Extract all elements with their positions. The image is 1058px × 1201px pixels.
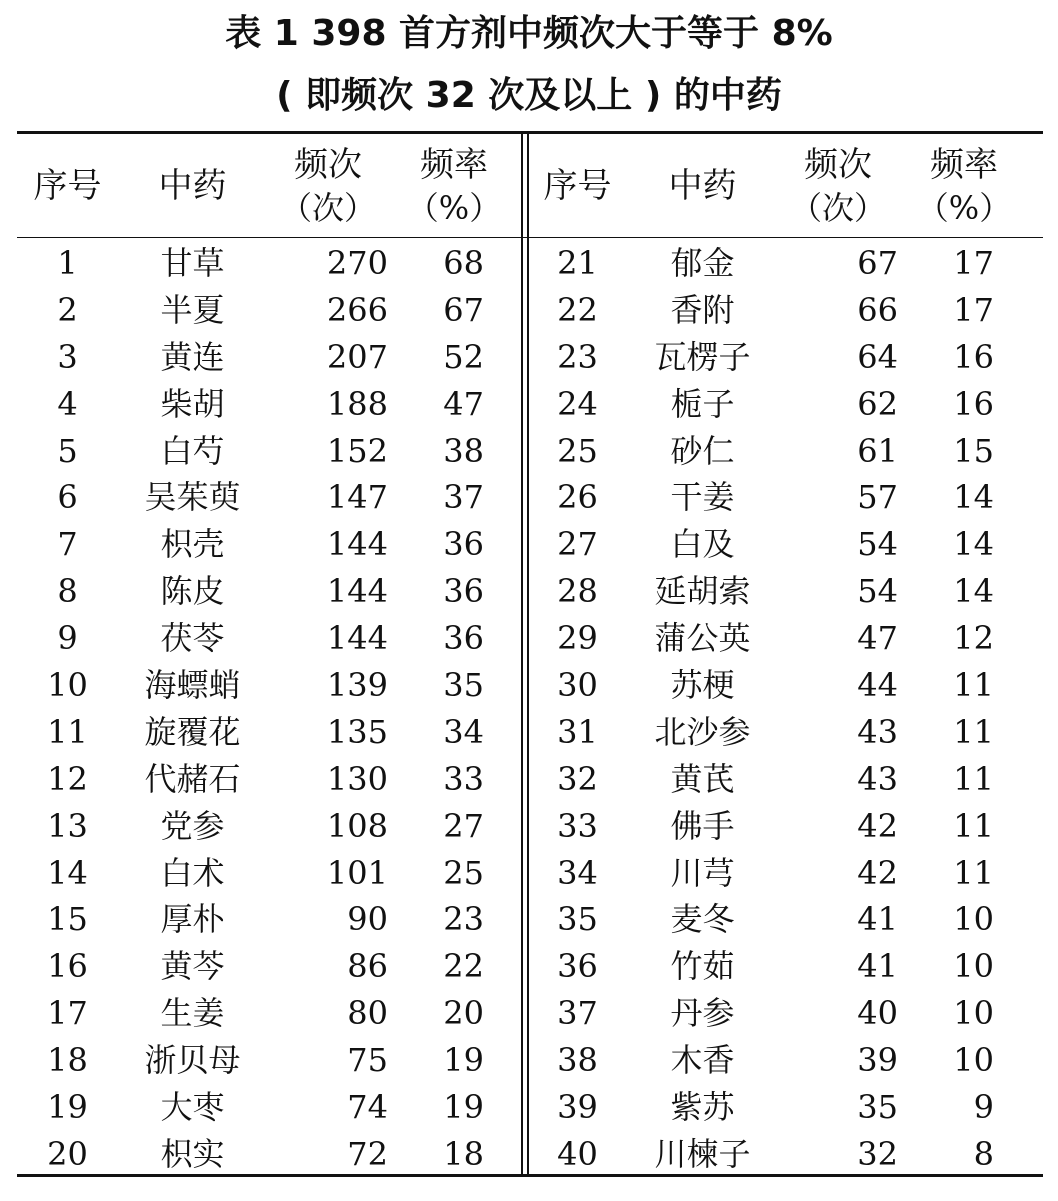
- table-row: [520, 709, 1020, 756]
- cell-herb-name: 旋覆花: [144, 712, 241, 751]
- cell-no: 40: [557, 1134, 598, 1173]
- cell-no: 21: [557, 244, 598, 282]
- table-row: [10, 1084, 510, 1131]
- cell-rate: 8: [973, 1134, 994, 1173]
- cell-rate: 23: [443, 900, 484, 939]
- cell-frequency: 66: [857, 290, 898, 329]
- cell-frequency: 207: [326, 337, 388, 376]
- cell-herb-name: 黄芩: [160, 947, 225, 986]
- cell-herb-name: 黄芪: [670, 759, 735, 798]
- cell-no: 7: [57, 525, 78, 564]
- table-row: [520, 240, 1020, 287]
- cell-rate: 36: [443, 619, 484, 658]
- cell-frequency: 54: [857, 525, 898, 564]
- table-row: [10, 287, 510, 334]
- table-row: [10, 615, 510, 662]
- cell-frequency: 130: [326, 759, 388, 798]
- cell-herb-name: 浙贝母: [144, 1041, 241, 1080]
- cell-no: 34: [557, 853, 598, 892]
- table-row: [520, 943, 1020, 990]
- cell-no: 12: [47, 759, 88, 798]
- table-row: [520, 850, 1020, 897]
- cell-no: 29: [557, 619, 598, 658]
- cell-rate: 67: [443, 290, 484, 329]
- table-row: [10, 756, 510, 803]
- cell-no: 13: [47, 806, 88, 845]
- cell-herb-name: 苏梗: [670, 666, 735, 705]
- cell-rate: 17: [953, 290, 994, 329]
- cell-frequency: 41: [857, 900, 898, 939]
- cell-rate: 38: [443, 431, 484, 470]
- cell-herb-name: 枳壳: [160, 525, 225, 564]
- cell-frequency: 101: [326, 853, 388, 892]
- table-row: [10, 943, 510, 990]
- cell-rate: 10: [953, 1041, 994, 1080]
- cell-frequency: 90: [347, 900, 388, 939]
- cell-frequency: 62: [857, 384, 898, 423]
- cell-frequency: 108: [326, 806, 388, 845]
- table-row: [520, 287, 1020, 334]
- cell-rate: 12: [953, 619, 994, 658]
- table-title-line-2: ( 即频次 32 次及以上 ) 的中药: [276, 75, 782, 116]
- cell-no: 5: [57, 431, 78, 470]
- cell-frequency: 80: [347, 994, 388, 1033]
- table-row: [520, 1131, 1020, 1178]
- table-title-line-1: 表 1 398 首方剂中频次大于等于 8%: [225, 13, 833, 54]
- cell-herb-name: 代赭石: [144, 759, 241, 798]
- cell-frequency: 67: [857, 244, 898, 282]
- table-row: [10, 803, 510, 850]
- cell-rate: 16: [953, 337, 994, 376]
- cell-herb-name: 海螵蛸: [144, 666, 241, 705]
- cell-rate: 36: [443, 572, 484, 611]
- table-row: [520, 803, 1020, 850]
- table-header-row: [520, 134, 1020, 237]
- cell-rate: 27: [443, 806, 484, 845]
- cell-no: 16: [47, 947, 88, 986]
- cell-frequency: 43: [857, 712, 898, 751]
- cell-no: 9: [57, 619, 78, 658]
- table-row: [10, 568, 510, 615]
- cell-no: 17: [47, 994, 88, 1033]
- cell-herb-name: 半夏: [160, 290, 225, 329]
- table-body-left: [10, 240, 510, 1178]
- cell-frequency: 266: [326, 290, 388, 329]
- cell-rate: 33: [443, 759, 484, 798]
- cell-rate: 10: [953, 994, 994, 1033]
- cell-herb-name: 木香: [670, 1041, 735, 1080]
- cell-frequency: 32: [857, 1134, 898, 1173]
- cell-no: 11: [47, 712, 88, 751]
- cell-herb-name: 干姜: [670, 478, 735, 517]
- table-row: [10, 334, 510, 381]
- cell-no: 25: [557, 431, 598, 470]
- cell-frequency: 135: [326, 712, 388, 751]
- cell-frequency: 42: [857, 806, 898, 845]
- cell-no: 1: [57, 244, 78, 282]
- cell-herb-name: 党参: [160, 806, 225, 845]
- cell-herb-name: 栀子: [670, 384, 735, 423]
- table-row: [10, 1131, 510, 1178]
- header-name: 中药: [668, 165, 737, 206]
- table-row: [520, 990, 1020, 1037]
- table-row: [520, 662, 1020, 709]
- cell-herb-name: 蒲公英: [654, 619, 751, 658]
- table-row: [10, 990, 510, 1037]
- table-row: [520, 1084, 1020, 1131]
- table-row: [10, 850, 510, 897]
- header-freq: 频次 （次）: [789, 144, 886, 227]
- table-row: [10, 709, 510, 756]
- table-row: [520, 756, 1020, 803]
- cell-rate: 20: [443, 994, 484, 1033]
- cell-no: 24: [557, 384, 598, 423]
- cell-herb-name: 郁金: [670, 244, 735, 282]
- table-row: [10, 896, 510, 943]
- cell-herb-name: 厚朴: [160, 900, 225, 939]
- cell-herb-name: 生姜: [160, 994, 225, 1033]
- cell-no: 10: [47, 666, 88, 705]
- cell-herb-name: 瓦楞子: [654, 337, 751, 376]
- cell-rate: 35: [443, 666, 484, 705]
- cell-rate: 37: [443, 478, 484, 517]
- table-row: [520, 896, 1020, 943]
- table-row: [10, 381, 510, 428]
- cell-herb-name: 陈皮: [160, 572, 225, 611]
- cell-herb-name: 白及: [670, 525, 735, 564]
- cell-frequency: 86: [347, 947, 388, 986]
- cell-rate: 14: [953, 478, 994, 517]
- cell-herb-name: 竹茹: [670, 947, 735, 986]
- cell-no: 26: [557, 478, 598, 517]
- cell-no: 23: [557, 337, 598, 376]
- cell-frequency: 144: [326, 525, 388, 564]
- cell-frequency: 64: [857, 337, 898, 376]
- table-right-half: [520, 134, 1020, 1173]
- cell-herb-name: 吴茱萸: [144, 478, 241, 517]
- cell-no: 30: [557, 666, 598, 705]
- table-row: [520, 1037, 1020, 1084]
- cell-rate: 10: [953, 947, 994, 986]
- table-row: [520, 381, 1020, 428]
- cell-no: 14: [47, 853, 88, 892]
- table-row: [10, 474, 510, 521]
- cell-herb-name: 柴胡: [160, 384, 225, 423]
- cell-rate: 18: [443, 1134, 484, 1173]
- cell-frequency: 57: [857, 478, 898, 517]
- cell-rate: 14: [953, 525, 994, 564]
- cell-frequency: 270: [326, 244, 388, 282]
- cell-rate: 9: [973, 1088, 994, 1127]
- cell-rate: 11: [953, 853, 994, 892]
- header-rate: 频率 （%）: [916, 144, 1012, 227]
- header-no: 序号: [33, 165, 102, 206]
- cell-no: 6: [57, 478, 78, 517]
- cell-frequency: 74: [347, 1088, 388, 1127]
- cell-no: 15: [47, 900, 88, 939]
- cell-frequency: 39: [857, 1041, 898, 1080]
- cell-no: 33: [557, 806, 598, 845]
- cell-frequency: 144: [326, 619, 388, 658]
- table-row: [10, 240, 510, 287]
- table-header-row: [10, 134, 510, 237]
- cell-no: 2: [57, 290, 78, 329]
- cell-rate: 47: [443, 384, 484, 423]
- cell-rate: 19: [443, 1088, 484, 1127]
- cell-herb-name: 白术: [160, 853, 225, 892]
- cell-herb-name: 枳实: [160, 1134, 225, 1173]
- table-header-rule: [17, 237, 1043, 238]
- table-row: [520, 334, 1020, 381]
- table-body-right: [520, 240, 1020, 1178]
- cell-rate: 68: [443, 244, 484, 282]
- cell-no: 20: [47, 1134, 88, 1173]
- table-row: [10, 1037, 510, 1084]
- header-name: 中药: [158, 165, 227, 206]
- cell-no: 19: [47, 1088, 88, 1127]
- header-no: 序号: [543, 165, 612, 206]
- cell-frequency: 54: [857, 572, 898, 611]
- cell-rate: 11: [953, 759, 994, 798]
- cell-herb-name: 白芍: [160, 431, 225, 470]
- cell-rate: 19: [443, 1041, 484, 1080]
- cell-frequency: 40: [857, 994, 898, 1033]
- cell-rate: 10: [953, 900, 994, 939]
- cell-no: 32: [557, 759, 598, 798]
- cell-frequency: 42: [857, 853, 898, 892]
- table-row: [520, 521, 1020, 568]
- cell-rate: 36: [443, 525, 484, 564]
- cell-herb-name: 紫苏: [670, 1088, 735, 1127]
- cell-rate: 11: [953, 712, 994, 751]
- cell-rate: 22: [443, 947, 484, 986]
- cell-herb-name: 延胡索: [654, 572, 751, 611]
- table-row: [10, 662, 510, 709]
- cell-no: 38: [557, 1041, 598, 1080]
- cell-no: 37: [557, 994, 598, 1033]
- cell-frequency: 43: [857, 759, 898, 798]
- table-row: [10, 428, 510, 475]
- cell-herb-name: 川芎: [670, 853, 735, 892]
- cell-rate: 14: [953, 572, 994, 611]
- table-left-half: [10, 134, 510, 1173]
- cell-no: 3: [57, 337, 78, 376]
- cell-rate: 34: [443, 712, 484, 751]
- cell-frequency: 75: [347, 1041, 388, 1080]
- cell-no: 27: [557, 525, 598, 564]
- cell-no: 36: [557, 947, 598, 986]
- header-freq: 频次 （次）: [279, 144, 376, 227]
- cell-herb-name: 佛手: [670, 806, 735, 845]
- cell-herb-name: 北沙参: [654, 712, 751, 751]
- cell-rate: 52: [443, 337, 484, 376]
- cell-no: 8: [57, 572, 78, 611]
- table-row: [10, 521, 510, 568]
- cell-herb-name: 砂仁: [670, 431, 735, 470]
- cell-herb-name: 丹参: [670, 994, 735, 1033]
- cell-frequency: 44: [857, 666, 898, 705]
- header-rate: 频率 （%）: [406, 144, 502, 227]
- cell-frequency: 152: [326, 431, 388, 470]
- cell-herb-name: 茯苓: [160, 619, 225, 658]
- cell-rate: 11: [953, 806, 994, 845]
- cell-rate: 11: [953, 666, 994, 705]
- cell-frequency: 61: [857, 431, 898, 470]
- cell-herb-name: 大枣: [160, 1088, 225, 1127]
- cell-herb-name: 甘草: [160, 244, 225, 282]
- cell-no: 35: [557, 900, 598, 939]
- cell-no: 22: [557, 290, 598, 329]
- cell-no: 28: [557, 572, 598, 611]
- cell-rate: 15: [953, 431, 994, 470]
- table-row: [520, 474, 1020, 521]
- cell-frequency: 139: [326, 666, 388, 705]
- cell-frequency: 188: [326, 384, 388, 423]
- cell-frequency: 147: [326, 478, 388, 517]
- cell-herb-name: 川楝子: [654, 1134, 751, 1173]
- cell-no: 31: [557, 712, 598, 751]
- cell-no: 4: [57, 384, 78, 423]
- cell-no: 39: [557, 1088, 598, 1127]
- table-row: [520, 615, 1020, 662]
- cell-no: 18: [47, 1041, 88, 1080]
- cell-frequency: 41: [857, 947, 898, 986]
- cell-frequency: 144: [326, 572, 388, 611]
- cell-rate: 25: [443, 853, 484, 892]
- table-row: [520, 568, 1020, 615]
- cell-frequency: 72: [347, 1134, 388, 1173]
- cell-herb-name: 麦冬: [670, 900, 735, 939]
- cell-herb-name: 黄连: [160, 337, 225, 376]
- cell-frequency: 35: [857, 1088, 898, 1127]
- cell-frequency: 47: [857, 619, 898, 658]
- cell-herb-name: 香附: [670, 290, 735, 329]
- table-row: [520, 428, 1020, 475]
- cell-rate: 16: [953, 384, 994, 423]
- cell-rate: 17: [953, 244, 994, 282]
